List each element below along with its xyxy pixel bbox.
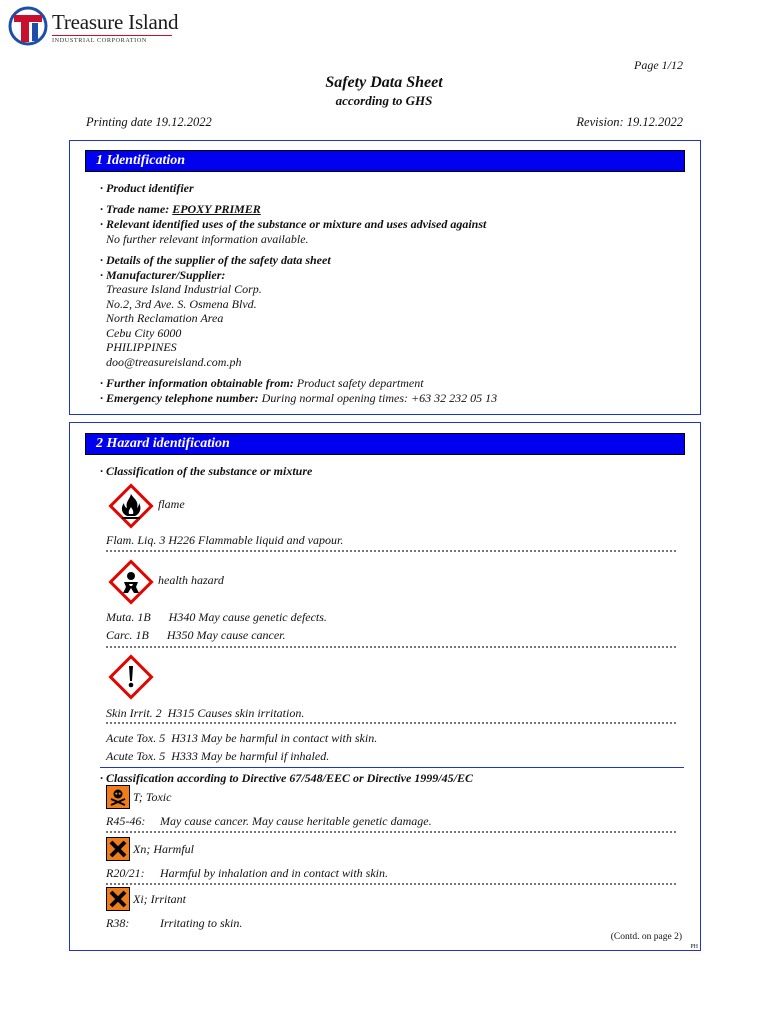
page-mark: PH: [690, 944, 698, 950]
further-information-line: [100, 376, 424, 391]
risk-phrase: May cause cancer. May cause heritable genetic damage.: [160, 814, 432, 828]
page-number: Page 1/12: [634, 58, 683, 72]
relevant-uses-value: No further relevant information available.: [106, 232, 309, 246]
further-information-label: · Further information obtainable from:: [100, 376, 297, 390]
logo-divider: [52, 35, 172, 36]
revision-date: Revision: 19.12.2022: [576, 115, 683, 129]
dotted-separator: [106, 722, 676, 724]
harmful-cross-icon: [106, 837, 130, 861]
trade-name-value: EPOXY PRIMER: [172, 202, 261, 216]
hazard-statement: Acute Tox. 5 H333 May be harmful if inhaled.: [106, 749, 330, 763]
section-1-heading: 1 Identification: [85, 150, 685, 172]
hazard-statement: Carc. 1B H350 May cause cancer.: [106, 628, 286, 642]
supplier-details-label: · Details of the supplier of the safety data sheet: [100, 253, 331, 267]
document-subtitle: according to GHS: [335, 93, 433, 108]
skull-crossbones-icon: [106, 785, 130, 809]
flame-label: flame: [158, 497, 185, 511]
section-divider: [100, 767, 684, 768]
treasure-island-logo-icon: [8, 6, 48, 46]
address-line: PHILIPPINES: [106, 340, 177, 354]
emergency-phone-value: During normal opening times: +63 32 232 05 13: [261, 391, 498, 405]
continued-note: (Contd. on page 2): [610, 932, 682, 942]
hazard-statement: Flam. Liq. 3 H226 Flammable liquid and vapour.: [106, 533, 344, 547]
dotted-separator: [106, 646, 676, 648]
address-line: Cebu City 6000: [106, 326, 182, 340]
hazard-statement: Muta. 1B H340 May cause genetic defects.: [106, 610, 327, 624]
manufacturer-label: · Manufacturer/Supplier:: [100, 268, 226, 282]
emergency-phone-label: · Emergency telephone number:: [100, 391, 262, 405]
directive-label: · Classification according to Directive 67/548/EEC or Directive 1999/45/EC: [100, 771, 473, 785]
emergency-phone-line: [100, 391, 497, 406]
eu-irritant-label: Xi; Irritant: [133, 892, 186, 906]
risk-code: R38:: [106, 916, 130, 930]
health-hazard-label: health hazard: [158, 573, 224, 587]
flame-pictogram-icon: [106, 481, 156, 531]
address-line: Treasure Island Industrial Corp.: [106, 282, 262, 296]
risk-code: R45-46:: [106, 814, 146, 828]
relevant-uses-label: · Relevant identified uses of the substance or mixture and uses advised against: [100, 217, 487, 231]
dotted-separator: [106, 883, 676, 885]
classification-label: · Classification of the substance or mixture: [100, 464, 313, 478]
address-line: No.2, 3rd Ave. S. Osmena Blvd.: [106, 297, 257, 311]
section-2-heading: 2 Hazard identification: [85, 433, 685, 455]
dotted-separator: [106, 550, 676, 552]
company-name: Treasure Island: [52, 10, 179, 34]
company-subtitle: INDUSTRIAL CORPORATION: [52, 37, 147, 44]
company-logo: [8, 6, 48, 51]
risk-phrase: Harmful by inhalation and in contact with skin.: [160, 866, 388, 880]
irritant-cross-icon: [106, 887, 130, 911]
health-hazard-pictogram-icon: [106, 557, 156, 607]
risk-code: R20/21:: [106, 866, 145, 880]
hazard-statement: Acute Tox. 5 H313 May be harmful in contact with skin.: [106, 731, 378, 745]
hazard-statement: Skin Irrit. 2 H315 Causes skin irritation.: [106, 706, 305, 720]
dotted-separator: [106, 831, 676, 833]
eu-harmful-label: Xn; Harmful: [133, 842, 194, 856]
trade-name-label: · Trade name:: [100, 202, 173, 216]
document-title: Safety Data Sheet: [325, 74, 443, 91]
risk-phrase: Irritating to skin.: [160, 916, 243, 930]
further-information-value: Product safety department: [296, 376, 424, 390]
eu-toxic-label: T; Toxic: [133, 790, 172, 804]
address-line: North Reclamation Area: [106, 311, 224, 325]
trade-name-line: [100, 202, 261, 217]
exclamation-pictogram-icon: [106, 652, 156, 702]
printing-date: Printing date 19.12.2022: [86, 115, 212, 129]
supplier-email: doo@treasureisland.com.ph: [106, 355, 242, 369]
product-identifier-label: · Product identifier: [100, 181, 194, 195]
